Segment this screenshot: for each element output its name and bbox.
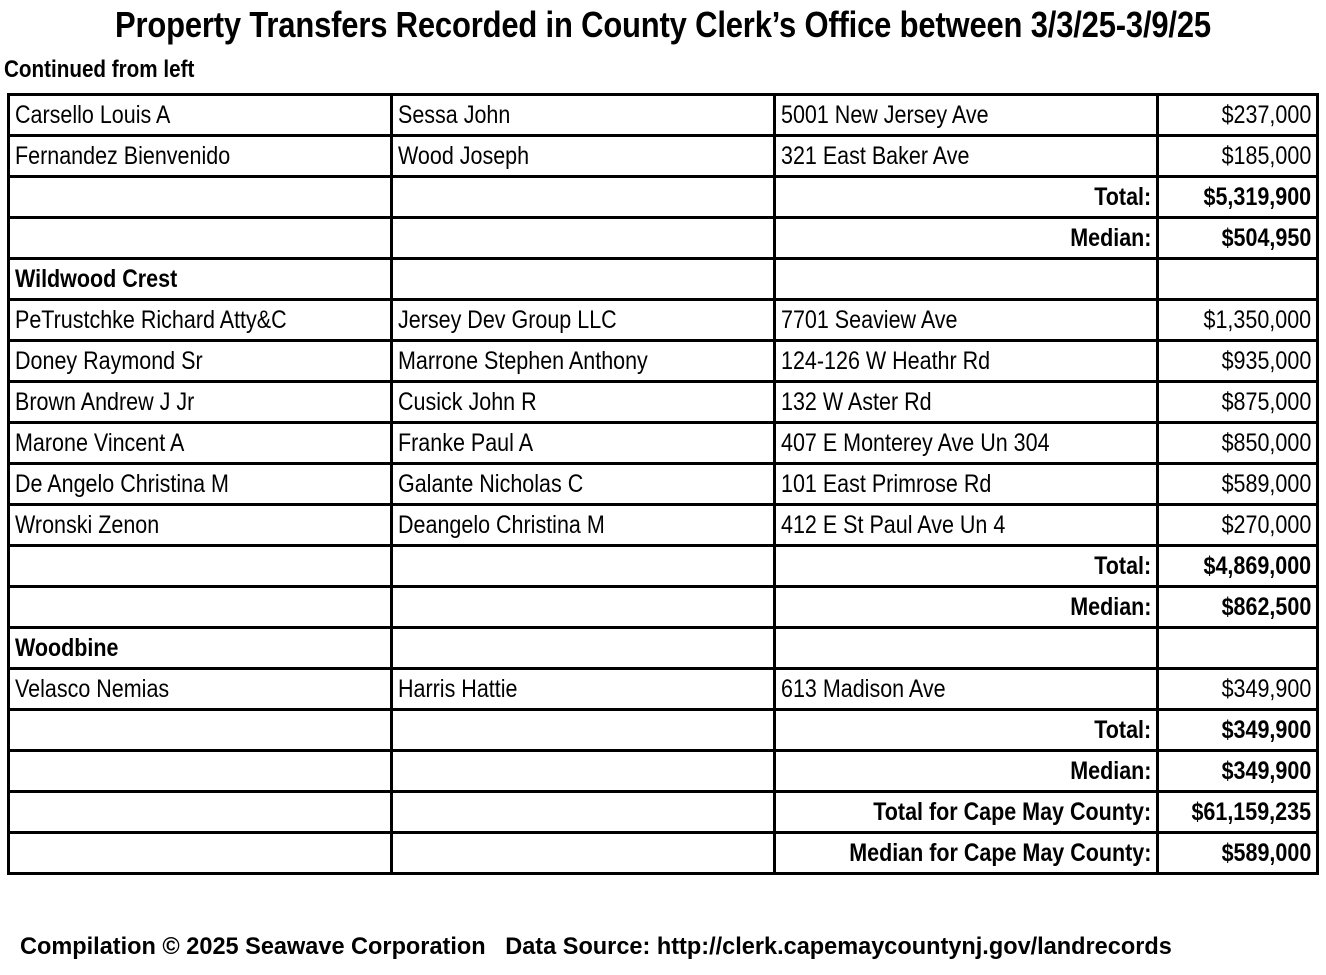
summary-value — [1158, 177, 1318, 218]
grantor-cell — [9, 505, 392, 546]
grantor-cell — [9, 751, 392, 792]
grantor-cell — [9, 218, 392, 259]
summary-value — [1158, 751, 1318, 792]
summary-value-text: $349,900 — [1221, 715, 1311, 744]
price-cell — [1158, 136, 1318, 177]
address-cell-text: 321 East Baker Ave — [781, 141, 970, 170]
summary-label-text: Median: — [1069, 223, 1151, 252]
grantee-cell — [392, 751, 775, 792]
section-heading-text: Woodbine — [15, 633, 119, 662]
summary-label — [775, 833, 1158, 874]
table-row — [9, 464, 1318, 505]
grantee-cell — [392, 792, 775, 833]
summary-label-text: Total for Cape May County: — [873, 797, 1151, 826]
price-cell-text: $237,000 — [1221, 100, 1311, 129]
summary-row — [9, 710, 1318, 751]
price-cell — [1158, 669, 1318, 710]
summary-label — [775, 710, 1158, 751]
summary-value — [1158, 587, 1318, 628]
summary-label-text: Total: — [1094, 715, 1151, 744]
footer-copyright: Compilation © 2025 Seawave Corporation — [20, 933, 486, 960]
summary-value-text: $349,900 — [1221, 756, 1311, 785]
grantee-cell — [392, 464, 775, 505]
grantor-cell-text: Carsello Louis A — [15, 100, 171, 129]
address-cell-text: 613 Madison Ave — [781, 674, 946, 703]
table-row — [9, 136, 1318, 177]
summary-value-text: $862,500 — [1221, 592, 1311, 621]
price-cell — [1158, 382, 1318, 423]
summary-label-text: Median for Cape May County: — [848, 838, 1151, 867]
price-cell — [1158, 628, 1318, 669]
grantee-cell-text: Jersey Dev Group LLC — [398, 305, 617, 334]
grantor-cell — [9, 587, 392, 628]
grantee-cell-text: Franke Paul A — [398, 428, 534, 457]
grantee-cell — [392, 546, 775, 587]
price-cell — [1158, 341, 1318, 382]
grantee-cell — [392, 259, 775, 300]
summary-value-text: $589,000 — [1221, 838, 1311, 867]
address-cell-text: 407 E Monterey Ave Un 304 — [781, 428, 1050, 457]
summary-value — [1158, 710, 1318, 751]
summary-value — [1158, 833, 1318, 874]
price-cell — [1158, 259, 1318, 300]
summary-value-text: $504,950 — [1221, 223, 1311, 252]
grantor-cell — [9, 669, 392, 710]
grantor-cell-text: Brown Andrew J Jr — [15, 387, 195, 416]
section-heading — [9, 259, 392, 300]
summary-label-text: Total: — [1094, 182, 1151, 211]
grantor-cell — [9, 177, 392, 218]
address-cell — [775, 95, 1158, 136]
table-row — [9, 669, 1318, 710]
grantor-cell — [9, 423, 392, 464]
page-title: Property Transfers Recorded in County Clerk’s Office between 3/3/25-3/9/25 — [115, 4, 1211, 45]
grantee-cell — [392, 505, 775, 546]
grantee-cell — [392, 136, 775, 177]
summary-row — [9, 587, 1318, 628]
summary-label — [775, 751, 1158, 792]
address-cell-text: 124-126 W Heathr Rd — [781, 346, 991, 375]
address-cell — [775, 628, 1158, 669]
grantor-cell-text: PeTrustchke Richard Atty&C — [15, 305, 287, 334]
table-body — [9, 95, 1318, 874]
grantee-cell — [392, 423, 775, 464]
table-row — [9, 423, 1318, 464]
table-row — [9, 95, 1318, 136]
grantee-cell-text: Cusick John R — [398, 387, 537, 416]
summary-label-text: Median: — [1069, 756, 1151, 785]
summary-label — [775, 587, 1158, 628]
price-cell-text: $850,000 — [1221, 428, 1311, 457]
summary-row — [9, 751, 1318, 792]
section-heading — [9, 628, 392, 669]
summary-label-text: Total: — [1094, 551, 1151, 580]
continued-note: Continued from left — [4, 56, 195, 83]
summary-value-text: $61,159,235 — [1191, 797, 1311, 826]
price-cell-text: $875,000 — [1221, 387, 1311, 416]
grantee-cell-text: Deangelo Christina M — [398, 510, 605, 539]
summary-label — [775, 218, 1158, 259]
grantee-cell-text: Wood Joseph — [398, 141, 530, 170]
grantor-cell — [9, 464, 392, 505]
grantor-cell — [9, 95, 392, 136]
address-cell-text: 101 East Primrose Rd — [781, 469, 992, 498]
grantee-cell — [392, 218, 775, 259]
summary-label — [775, 792, 1158, 833]
grantee-cell — [392, 300, 775, 341]
address-cell-text: 5001 New Jersey Ave — [781, 100, 989, 129]
price-cell — [1158, 423, 1318, 464]
price-cell-text: $589,000 — [1221, 469, 1311, 498]
grantor-cell-text: Doney Raymond Sr — [15, 346, 203, 375]
grantee-cell-text: Harris Hattie — [398, 674, 518, 703]
table-row — [9, 300, 1318, 341]
address-cell-text: 7701 Seaview Ave — [781, 305, 958, 334]
table-row — [9, 341, 1318, 382]
grantor-cell — [9, 382, 392, 423]
grantee-cell-text: Sessa John — [398, 100, 511, 129]
grantee-cell — [392, 177, 775, 218]
grantor-cell — [9, 546, 392, 587]
summary-row — [9, 177, 1318, 218]
grantor-cell-text: De Angelo Christina M — [15, 469, 229, 498]
grantor-cell — [9, 792, 392, 833]
grantor-cell — [9, 833, 392, 874]
address-cell — [775, 300, 1158, 341]
address-cell-text: 412 E St Paul Ave Un 4 — [781, 510, 1006, 539]
price-cell-text: $185,000 — [1221, 141, 1311, 170]
summary-value — [1158, 218, 1318, 259]
price-cell — [1158, 300, 1318, 341]
grantee-cell-text: Galante Nicholas C — [398, 469, 584, 498]
grantee-cell — [392, 341, 775, 382]
section-row — [9, 628, 1318, 669]
grantee-cell — [392, 710, 775, 751]
address-cell — [775, 382, 1158, 423]
grantor-cell-text: Velasco Nemias — [15, 674, 170, 703]
summary-label — [775, 177, 1158, 218]
table-row — [9, 505, 1318, 546]
summary-value — [1158, 792, 1318, 833]
section-row — [9, 259, 1318, 300]
price-cell-text: $935,000 — [1221, 346, 1311, 375]
footer — [20, 933, 1172, 961]
summary-row — [9, 792, 1318, 833]
price-cell — [1158, 505, 1318, 546]
grantor-cell — [9, 136, 392, 177]
address-cell — [775, 423, 1158, 464]
grantee-cell — [392, 382, 775, 423]
grantee-cell — [392, 95, 775, 136]
transfers-table — [7, 93, 1319, 875]
grantor-cell — [9, 341, 392, 382]
grantor-cell-text: Fernandez Bienvenido — [15, 141, 231, 170]
price-cell-text: $1,350,000 — [1203, 305, 1311, 334]
grantor-cell-text: Wronski Zenon — [15, 510, 160, 539]
address-cell — [775, 341, 1158, 382]
summary-row — [9, 833, 1318, 874]
address-cell — [775, 259, 1158, 300]
grantee-cell — [392, 628, 775, 669]
address-cell — [775, 505, 1158, 546]
grantor-cell-text: Marone Vincent A — [15, 428, 185, 457]
price-cell-text: $349,900 — [1221, 674, 1311, 703]
address-cell — [775, 669, 1158, 710]
summary-label-text: Median: — [1069, 592, 1151, 621]
summary-row — [9, 546, 1318, 587]
grantee-cell-text: Marrone Stephen Anthony — [398, 346, 648, 375]
address-cell — [775, 136, 1158, 177]
summary-value — [1158, 546, 1318, 587]
summary-value-text: $4,869,000 — [1203, 551, 1311, 580]
grantee-cell — [392, 833, 775, 874]
price-cell — [1158, 464, 1318, 505]
address-cell — [775, 464, 1158, 505]
price-cell-text: $270,000 — [1221, 510, 1311, 539]
grantor-cell — [9, 300, 392, 341]
summary-label — [775, 546, 1158, 587]
grantor-cell — [9, 710, 392, 751]
grantee-cell — [392, 669, 775, 710]
footer-source: Data Source: http://clerk.capemaycountynj.gov/landrecords — [505, 933, 1172, 960]
address-cell-text: 132 W Aster Rd — [781, 387, 932, 416]
grantee-cell — [392, 587, 775, 628]
table-row — [9, 382, 1318, 423]
price-cell — [1158, 95, 1318, 136]
summary-value-text: $5,319,900 — [1203, 182, 1311, 211]
summary-row — [9, 218, 1318, 259]
section-heading-text: Wildwood Crest — [15, 264, 178, 293]
